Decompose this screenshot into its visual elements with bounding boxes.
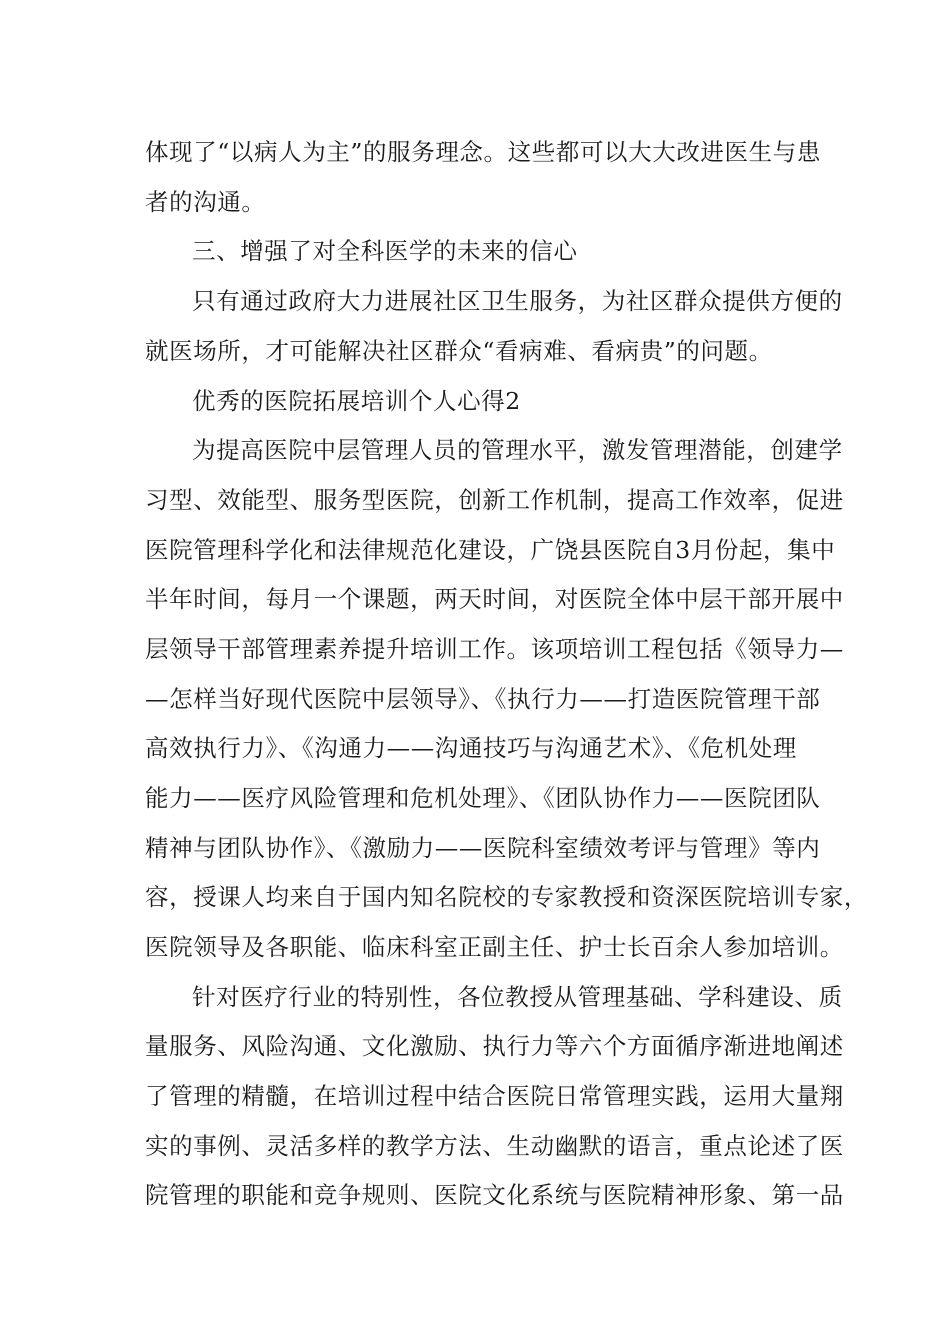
text-line: 实的事例、灵活多样的教学方法、生动幽默的语言，重点论述了医 [145,1132,844,1160]
text-line: 精神与团队协作》、《激励力——医院科室绩效考评与管理》等内 [145,834,821,862]
text-line: 高效执行力》、《沟通力——沟通技巧与沟通艺术》、《危机处理 [145,734,797,762]
text-line: 容，授课人均来自于国内知名院校的专家教授和资深医院培训专家， [145,883,868,911]
text-line: 量服务、风险沟通、文化激励、执行力等六个方面循序渐进地阐述 [145,1032,844,1060]
text-line: —怎样当好现代医院中层领导》、《执行力——打造医院管理干部 [145,685,821,713]
text-line: 院管理的职能和竞争规则、医院文化系统与医院精神形象、第一品 [145,1181,844,1209]
text-line: 医院管理科学化和法律规范化建设，广饶县医院自3月份起，集中 [145,536,836,564]
text-line: 为提高医院中层管理人员的管理水平，激发管理潜能，创建学 [192,436,843,464]
text-line: 习型、效能型、服务型医院，创新工作机制，提高工作效率，促进 [145,486,844,514]
text-line: 针对医疗行业的特别性，各位教授从管理基础、学科建设、质 [192,983,843,1011]
text-line: 只有通过政府大力进展社区卫生服务，为社区群众提供方便的 [192,287,843,315]
text-line: 医院领导及各职能、临床科室正副主任、护士长百余人参加培训。 [145,933,844,961]
section-heading: 三、增强了对全科医学的未来的信心 [192,237,578,265]
text-line: 体现了“以病人为主”的服务理念。这些都可以大大改进医生与患 [145,138,821,166]
text-line: 就医场所，才可能解决社区群众“看病难、看病贵”的问题。 [145,337,773,365]
section-heading: 优秀的医院拓展培训个人心得2 [192,387,521,415]
text-line: 层领导干部管理素养提升培训工作。该项培训工程包括《领导力— [145,635,844,663]
text-line: 能力——医疗风险管理和危机处理》、《团队协作力——医院团队 [145,784,821,812]
text-line: 了管理的精髓，在培训过程中结合医院日常管理实践，运用大量翔 [145,1082,844,1110]
text-line: 者的沟通。 [145,188,266,216]
text-line: 半年时间，每月一个课题，两天时间，对医院全体中层干部开展中 [145,585,844,613]
